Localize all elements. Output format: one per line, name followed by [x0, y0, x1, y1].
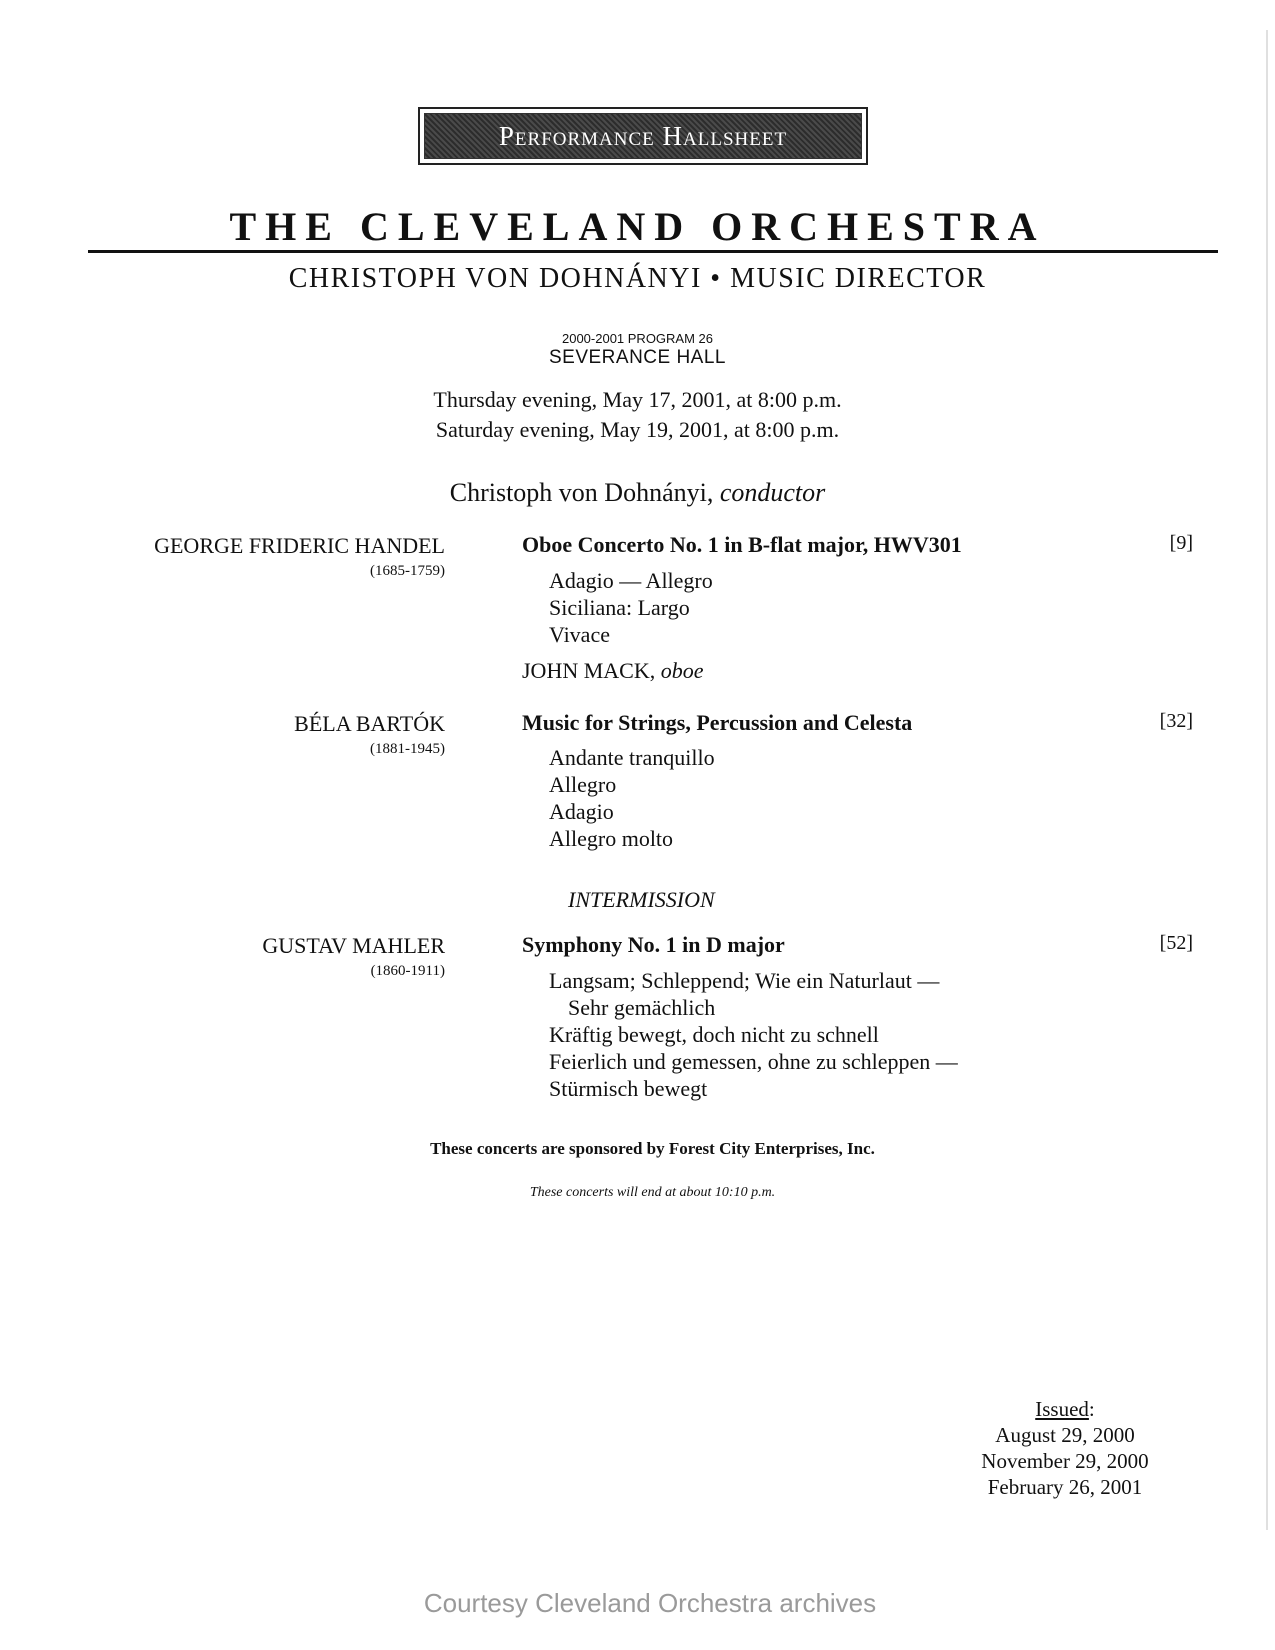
courtesy-watermark: Courtesy Cleveland Orchestra archives: [423, 1588, 877, 1618]
banner-text: Performance Hallsheet: [424, 113, 862, 159]
issued-label: Issued: [1035, 1397, 1089, 1421]
work-duration: [52]: [1159, 932, 1193, 954]
movement: Andante tranquillo: [549, 745, 715, 770]
movement: Adagio — Allegro: [549, 568, 713, 593]
conductor-role: conductor: [719, 478, 826, 507]
composer-name: GUSTAV MAHLER: [262, 933, 445, 958]
work-duration: [9]: [1169, 532, 1193, 554]
movement: Sehr gemächlich: [568, 995, 716, 1020]
composer-years: (1685-1759): [370, 563, 445, 579]
movement: Allegro molto: [549, 826, 674, 851]
scan-edge: [1266, 30, 1268, 1530]
composer-name: BÉLA BARTÓK: [294, 711, 445, 736]
music-director-line: CHRISTOPH VON DOHNÁNYI • MUSIC DIRECTOR: [288, 263, 987, 294]
end-time-note: These concerts will end at about 10:10 p.m.: [529, 1185, 776, 1200]
movement: Langsam; Schleppend; Wie ein Naturlaut —: [549, 968, 940, 993]
movement: Feierlich und gemessen, ohne zu schleppen —: [549, 1049, 958, 1074]
work-duration: [32]: [1159, 710, 1193, 732]
venue: SEVERANCE HALL: [548, 347, 726, 368]
performance-date: Thursday evening, May 17, 2001, at 8:00 p.m.: [433, 387, 842, 412]
issued-heading: [940, 1396, 1190, 1422]
sponsor-note: These concerts are sponsored by Forest City Enterprises, Inc.: [430, 1139, 875, 1158]
movement: Vivace: [549, 622, 610, 647]
issued-colon: :: [1088, 1397, 1095, 1421]
composer-name: GEORGE FRIDERIC HANDEL: [154, 533, 445, 558]
orchestra-title: THE CLEVELAND ORCHESTRA: [229, 204, 1046, 249]
movement: Allegro: [549, 772, 617, 797]
movement: Stürmisch bewegt: [549, 1076, 708, 1101]
performance-hallsheet-banner: [418, 107, 868, 165]
intermission: INTERMISSION: [568, 887, 715, 912]
conductor: [0, 478, 1275, 508]
issued-date: August 29, 2000: [995, 1423, 1135, 1447]
movement: Siciliana: Largo: [549, 595, 690, 620]
performance-date: Saturday evening, May 19, 2001, at 8:00 p.m.: [435, 417, 840, 442]
composer-years: (1881-1945): [370, 741, 445, 757]
work-title: Symphony No. 1 in D major: [522, 932, 785, 957]
movement: Kräftig bewegt, doch nicht zu schnell: [549, 1022, 879, 1047]
soloist-name: JOHN MACK,: [522, 658, 661, 683]
conductor-name: Christoph von Dohnányi,: [449, 478, 720, 507]
work-title: Music for Strings, Percussion and Celesta: [522, 710, 913, 735]
work-title: Oboe Concerto No. 1 in B-flat major, HWV301: [522, 532, 962, 557]
movement: Adagio: [549, 799, 614, 824]
issued-date: February 26, 2001: [987, 1475, 1143, 1499]
issued-block: [940, 1396, 1190, 1500]
composer-years: (1860-1911): [370, 963, 445, 979]
issued-date: November 29, 2000: [981, 1449, 1149, 1473]
soloist: [522, 658, 704, 684]
soloist-instrument: oboe: [660, 658, 704, 683]
season-program: 2000-2001 PROGRAM 26: [561, 331, 714, 346]
title-rule: [88, 250, 1218, 253]
